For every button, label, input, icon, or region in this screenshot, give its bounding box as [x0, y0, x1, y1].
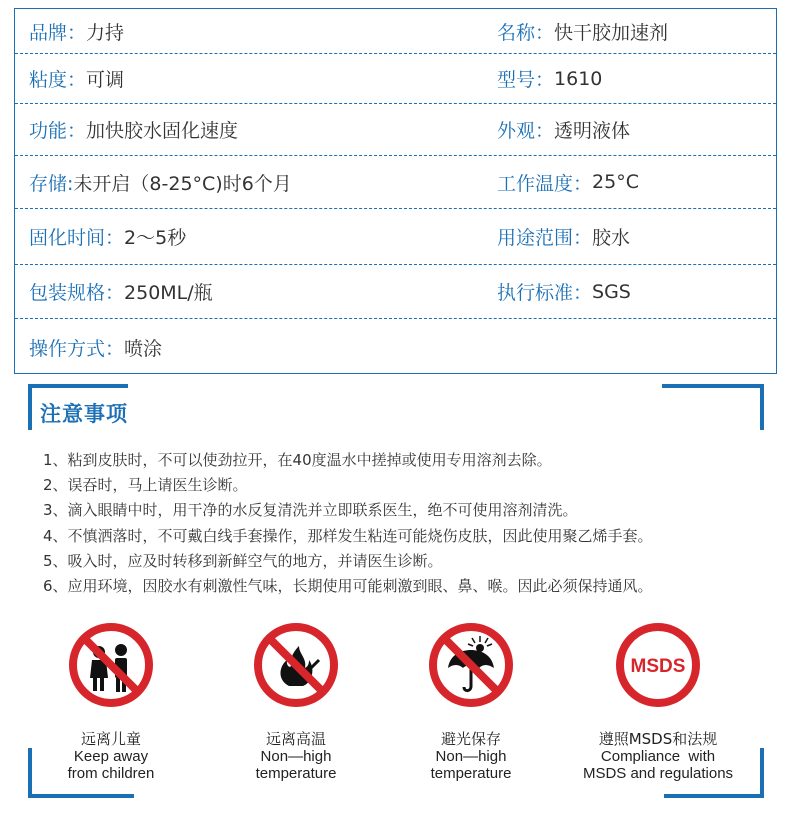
sign-label-en: temperature: [430, 765, 512, 782]
spec-standard: 执行标准： SGS: [497, 280, 631, 304]
sign-keep-away-light: [391, 622, 551, 782]
corner-bracket-bottom-right: [664, 794, 764, 798]
spec-row: [15, 209, 776, 265]
notice-item: 2、误吞时，马上请医生诊断。: [43, 476, 248, 495]
sign-msds: [578, 622, 738, 782]
sign-label-cn: 遵照MSDS和法规: [598, 730, 718, 748]
spec-storage: 存储: 未开启（8-25°C)时6个月: [29, 172, 292, 195]
sign-label-en: Non—high: [435, 748, 507, 765]
msds-badge-text: MSDS: [630, 656, 686, 677]
corner-bracket-top-left-vertical: [28, 384, 32, 430]
spec-model: 型号： 1610: [497, 67, 603, 91]
notice-list: [43, 448, 653, 599]
corner-bracket-top-left: [28, 384, 128, 388]
sign-non-high-temperature: [216, 622, 376, 782]
corner-bracket-bottom-left: [28, 794, 134, 798]
sign-keep-away-children: [31, 622, 191, 782]
sign-label-en: from children: [67, 765, 155, 782]
spec-row: [15, 156, 776, 209]
sign-label-en: Compliance with: [600, 748, 716, 765]
keep-away-children-icon: [68, 622, 154, 708]
sign-label-cn: 远离高温: [265, 730, 326, 748]
msds-icon: [613, 622, 703, 708]
spec-operation: 操作方式： 喷涂: [29, 337, 163, 360]
notice-item: 4、不慎洒落时，不可戴白线手套操作，那样发生粘连可能烧伤皮肤，因此使用聚乙烯手套。: [43, 526, 653, 545]
notice-item: 3、滴入眼睛中时，用干净的水反复清洗并立即联系医生，绝不可使用溶剂清洗。: [43, 501, 578, 520]
spec-viscosity: 粘度： 可调: [29, 69, 125, 91]
sign-label-cn: 远离儿童: [80, 730, 141, 748]
sign-label-en: Keep away: [73, 748, 149, 765]
corner-bracket-top-right-vertical: [760, 384, 764, 430]
spec-function: 功能： 加快胶水固化速度: [29, 120, 239, 142]
spec-table: [14, 8, 777, 374]
notice-item: 1、粘到皮肤时，不可以使劲拉开，在40度温水中搓掉或使用专用溶剂去除。: [43, 451, 552, 469]
spec-row: [15, 9, 776, 54]
spec-row: [15, 54, 776, 104]
spec-appearance: 外观： 透明液体: [497, 120, 631, 142]
spec-row: [15, 265, 776, 319]
sign-label-cn: 避光保存: [440, 730, 501, 748]
spec-row: [15, 319, 776, 375]
spec-cure-time: 固化时间： 2～5秒: [29, 227, 187, 249]
spec-name: 名称： 快干胶加速剂: [497, 21, 669, 44]
notice-item: 5、吸入时，应及时转移到新鲜空气的地方，并请医生诊断。: [43, 551, 443, 570]
sign-label-en: temperature: [255, 765, 337, 782]
no-fire-icon: [253, 622, 339, 708]
keep-dry-umbrella-icon: [428, 622, 514, 708]
corner-bracket-bottom-right-vertical: [760, 748, 764, 798]
sign-label-en: MSDS and regulations: [582, 765, 734, 782]
spec-brand: 品牌： 力持: [29, 21, 125, 44]
notice-item: 6、应用环境，因胶水有刺激性气味，长期使用可能刺激到眼、鼻、喉。因此必须保持通风。: [43, 576, 653, 595]
sign-label-en: Non—high: [260, 748, 332, 765]
notice-title: 注意事项: [40, 402, 128, 426]
spec-row: [15, 104, 776, 156]
corner-bracket-top-right: [662, 384, 764, 388]
spec-package: 包装规格： 250ML/瓶: [29, 282, 213, 304]
spec-working-temp: 工作温度： 25°C: [497, 171, 639, 195]
spec-usage: 用途范围： 胶水: [497, 227, 631, 249]
